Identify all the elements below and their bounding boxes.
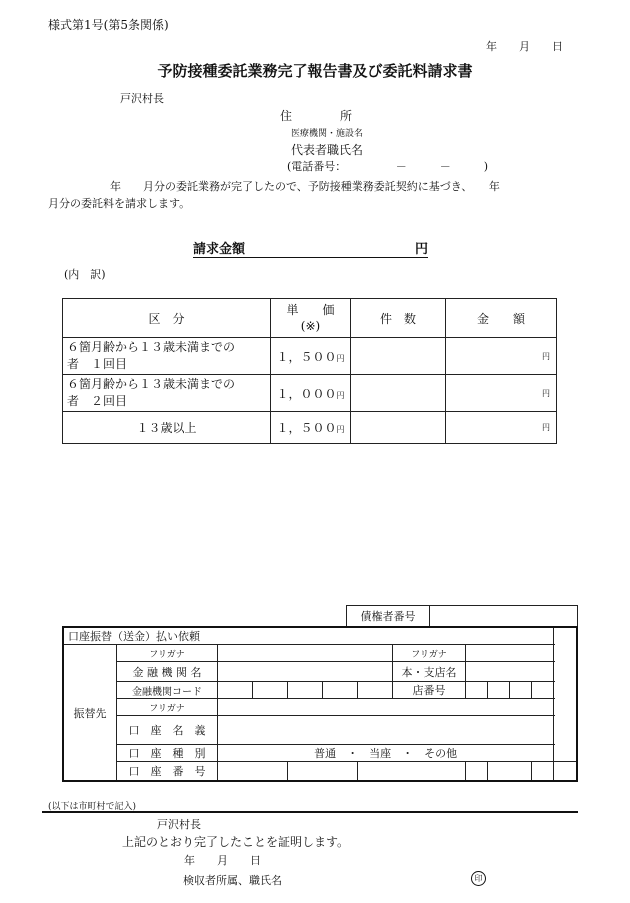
transfer-header: 口座振替（送金）払い依頼 — [63, 627, 554, 645]
account-name-label: 口 座 名 義 — [117, 716, 218, 745]
breakdown-table — [62, 298, 557, 444]
row-category: １３歳以上 — [63, 412, 271, 444]
facility-label: 医療機関・施設名 — [291, 129, 364, 139]
branch-name-field[interactable] — [466, 662, 554, 682]
account-type-options[interactable]: 普通 ・ 当座 ・ その他 — [218, 745, 554, 762]
row-amount[interactable]: 円 — [446, 338, 557, 375]
form-number: 様式第1号(第5条関係) — [48, 18, 169, 32]
branch-code-digit[interactable] — [510, 682, 532, 699]
account-number-digit[interactable] — [466, 762, 488, 782]
branch-code-digit[interactable] — [466, 682, 488, 699]
row-unit-price — [271, 375, 351, 412]
furigana-bank-field[interactable] — [218, 645, 393, 662]
unit-price-yen: 円 — [336, 353, 345, 363]
account-number-digit[interactable] — [488, 762, 532, 782]
date-line: 年 月 日 — [486, 40, 563, 53]
bank-code-digit[interactable] — [323, 682, 358, 699]
transfer-side-label: 振替先 — [63, 645, 117, 782]
inspector-label: 検収者所属、職氏名 — [183, 874, 282, 887]
representative-label: 代表者職氏名 — [291, 143, 364, 157]
row-category — [63, 375, 271, 412]
header-amount: 金 額 — [446, 299, 557, 338]
furigana-account-label: フリガナ — [117, 699, 218, 716]
header-category: 区 分 — [63, 299, 271, 338]
row-amount[interactable]: 円 — [446, 412, 557, 444]
unit-price-value: １，５００ — [276, 421, 337, 435]
header-unit-price-line1: 単 価 — [286, 303, 335, 317]
unit-price-yen: 円 — [336, 390, 345, 400]
certify-text: 上記のとおり完了したことを証明します。 — [122, 835, 350, 849]
account-name-field[interactable] — [218, 716, 554, 745]
header-unit-price — [271, 299, 351, 338]
bank-code-spacer — [358, 682, 393, 699]
debtor-number-box — [346, 605, 578, 627]
row-amount[interactable]: 円 — [446, 375, 557, 412]
category-line1: ６箇月齢から１３歳未満までの — [67, 340, 236, 354]
bank-code-digit[interactable] — [218, 682, 253, 699]
amount-line — [193, 238, 428, 258]
table-row — [63, 338, 557, 375]
furigana-branch-label: フリガナ — [393, 645, 466, 662]
bank-code-digit[interactable] — [288, 682, 323, 699]
bank-code-digit[interactable] — [253, 682, 288, 699]
branch-code-digit[interactable] — [488, 682, 510, 699]
unit-price-value: １，０００ — [276, 386, 337, 401]
header-count: 件 数 — [351, 299, 446, 338]
phone-label: (電話番号： － － ) — [287, 160, 489, 173]
table-row — [63, 375, 557, 412]
category-line1: ６箇月齢から１３歳未満までの — [67, 377, 236, 391]
bank-name-field[interactable] — [218, 662, 393, 682]
certify-addressee: 戸沢村長 — [157, 818, 201, 831]
debtor-number-field[interactable] — [430, 606, 578, 627]
table-header-row — [63, 299, 557, 338]
branch-code-label: 店番号 — [393, 682, 466, 699]
row-category — [63, 338, 271, 375]
account-type-label: 口 座 種 別 — [117, 745, 218, 762]
account-number-digit[interactable] — [288, 762, 358, 782]
account-number-digit[interactable] — [554, 762, 577, 782]
transfer-table — [62, 626, 578, 782]
row-unit-price — [271, 338, 351, 375]
furigana-account-field[interactable] — [218, 699, 554, 716]
body-line-2: 月分の委託料を請求します。 — [48, 197, 191, 210]
address-label: 住 所 — [280, 109, 353, 123]
row-count[interactable] — [351, 338, 446, 375]
amount-unit: 円 — [414, 242, 428, 257]
divider-line — [42, 811, 578, 813]
account-number-label: 口 座 番 号 — [117, 762, 218, 782]
amount-label: 請求金額 — [193, 242, 246, 257]
furigana-branch-field[interactable] — [466, 645, 554, 662]
municipal-note: (以下は市町村で記入) — [48, 802, 137, 812]
branch-name-label: 本・支店名 — [393, 662, 466, 682]
debtor-number-label: 債権者番号 — [347, 606, 430, 627]
breakdown-label: (内 訳) — [64, 268, 106, 281]
account-number-digit[interactable] — [218, 762, 288, 782]
unit-price-value: １，５００ — [276, 349, 337, 364]
bank-name-label: 金 融 機 関 名 — [117, 662, 218, 682]
document-title: 予防接種委託業務完了報告書及び委託料請求書 — [157, 62, 473, 80]
bank-code-label: 金融機関コード — [117, 682, 218, 699]
addressee: 戸沢村長 — [120, 92, 164, 105]
category-line2: 者 １回目 — [67, 357, 128, 371]
unit-price-yen: 円 — [336, 425, 345, 434]
certify-date: 年 月 日 — [184, 854, 261, 867]
category-line2: 者 ２回目 — [67, 394, 128, 408]
branch-code-spacer — [532, 682, 554, 699]
table-row — [63, 412, 557, 444]
row-count[interactable] — [351, 375, 446, 412]
header-unit-price-line2: (※) — [300, 319, 321, 333]
furigana-bank-label: フリガナ — [117, 645, 218, 662]
row-unit-price — [271, 412, 351, 444]
row-count[interactable] — [351, 412, 446, 444]
account-number-digit[interactable] — [358, 762, 466, 782]
seal-mark: 印 — [471, 871, 486, 886]
body-line-1: 年 月分の委託業務が完了したので、予防接種業務委託契約に基づき、 年 — [110, 180, 500, 193]
account-number-digit[interactable] — [532, 762, 554, 782]
